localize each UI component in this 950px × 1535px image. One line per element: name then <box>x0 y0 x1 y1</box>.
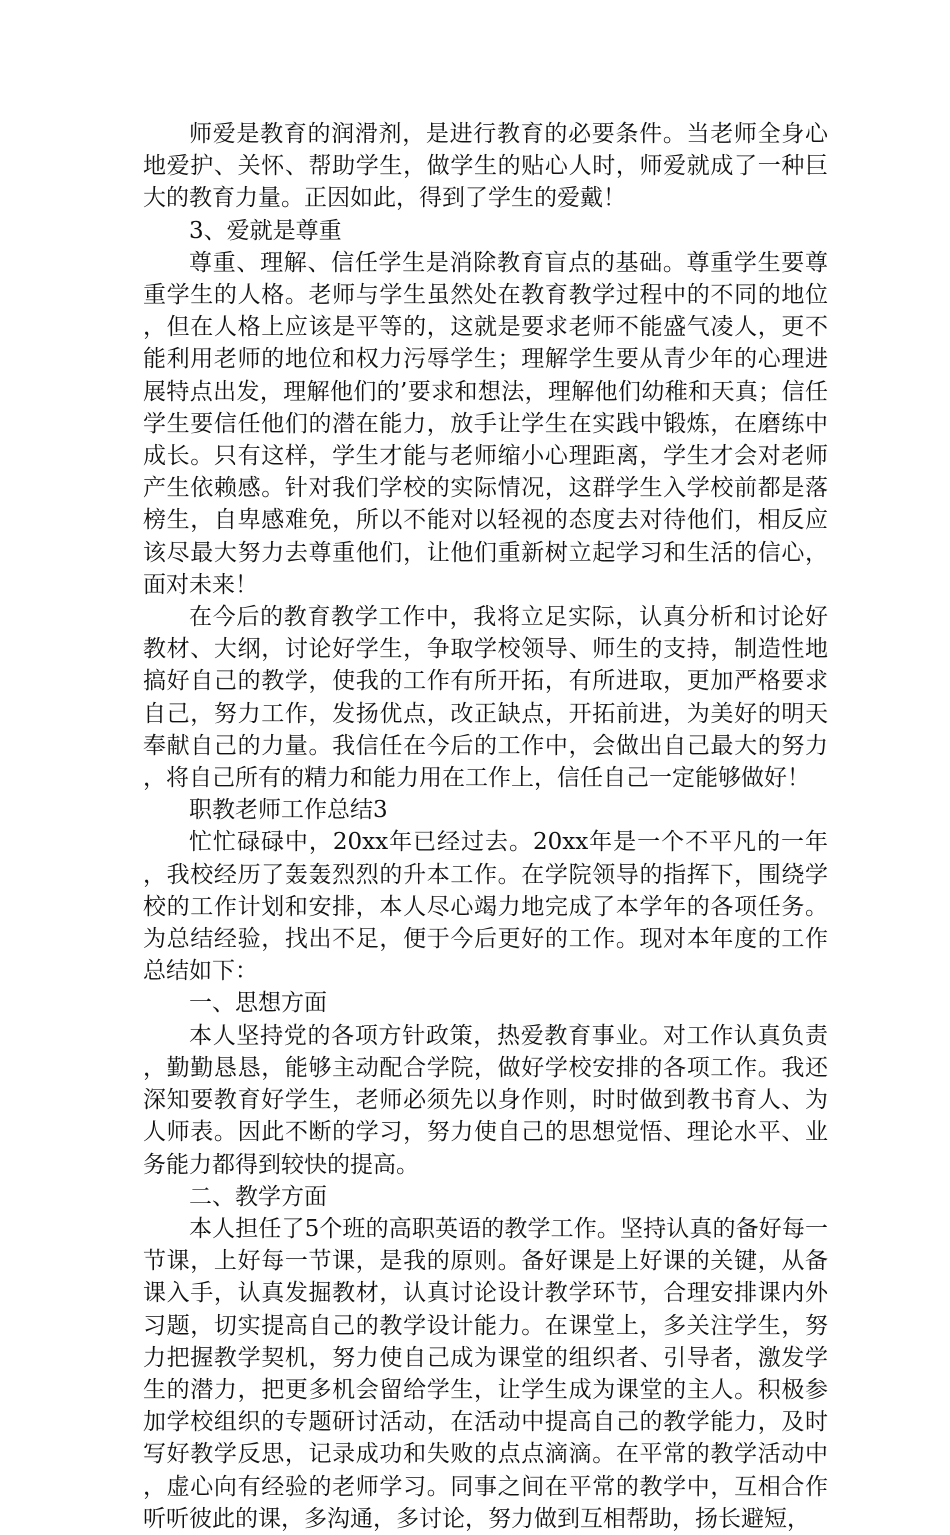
section-heading-teaching: 二、教学方面 <box>189 1183 327 1210</box>
section-heading-ideology: 一、思想方面 <box>189 990 327 1017</box>
section-heading-respect: 3、爱就是尊重 <box>189 217 342 244</box>
document-body <box>143 118 828 1535</box>
paragraph-teaching: 本人担任了5个班的高职英语的教学工作。坚持认真的备好每一节课，上好每一节课，是我的原则。备好课是上好课的关键，从备课入手，认真发掘教材，认真讨论设计教学环节，合理安排课内外习题，切实提高自己的教学设计能力。在课堂上，多关注学生，努力把握教学契机，努力使自己成为课堂的组织者、引导者，激发学生的潜力，把更多机会留给学生，让学生成为课堂的主人。积极参加学校组织的专题研讨活动，在活动中提高自己的教学能力，及时写好教学反思，记录成功和失败的点点滴滴。在平常的教学活动中，虚心向有经验的老师学习。同事之间在平常的教学中，互相合作听听彼此的课，多沟通，多讨论，努力做到互相帮助，扬长避短， <box>143 1215 828 1532</box>
paragraph-teacher-love: 师爱是教育的润滑剂，是进行教育的必要条件。当老师全身心地爱护、关怀、帮助学生，做学生的贴心人时，师爱就成了一种巨大的教育力量。正因如此，得到了学生的爱戴！ <box>143 121 828 212</box>
paragraph-year-intro: 忙忙碌碌中，20xx年已经过去。20xx年是一个不平凡的一年，我校经历了轰轰烈烈的升本工作。在学院领导的指挥下，围绕学校的工作计划和安排，本人尽心竭力地完成了本学年的各项任务。为总结经验，找出不足，便于今后更好的工作。现对本年度的工作总结如下： <box>143 829 828 985</box>
section-heading-summary-3: 职教老师工作总结3 <box>189 797 388 824</box>
paragraph-future-work: 在今后的教育教学工作中，我将立足实际，认真分析和讨论好教材、大纲，讨论好学生，争取学校领导、师生的支持，制造性地搞好自己的教学，使我的工作有所开拓，有所进取，更加严格要求自己，努力工作，发扬优点，改正缺点，开拓前进，为美好的明天奉献自己的力量。我信任在今后的工作中，会做出自己最大的努力，将自己所有的精力和能力用在工作上，信任自己一定能够做好！ <box>143 604 828 792</box>
paragraph-respect-students: 尊重、理解、信任学生是消除教育盲点的基础。尊重学生要尊重学生的人格。老师与学生虽然处在教育教学过程中的不同的地位，但在人格上应该是平等的，这就是要求老师不能盛气凌人，更不能利用老师的地位和权力污辱学生；理解学生要从青少年的心理进展特点出发，理解他们的’要求和想法，理解他们幼稚和天真；信任学生要信任他们的潜在能力，放手让学生在实践中锻炼，在磨练中成长。只有这样，学生才能与老师缩小心理距离，学生才会对老师产生依赖感。针对我们学校的实际情况，这群学生入学校前都是落榜生，自卑感难免，所以不能对以轻视的态度去对待他们，相反应该尽最大努力去尊重他们，让他们重新树立起学习和生活的信心，面对未来！ <box>143 249 828 598</box>
paragraph-ideology: 本人坚持党的各项方针政策，热爱教育事业。对工作认真负责，勤勤恳恳，能够主动配合学院，做好学校安排的各项工作。我还深知要教育好学生，老师必须先以身作则，时时做到教书育人、为人师表。因此不断的学习，努力使自己的思想觉悟、理论水平、业务能力都得到较快的提高。 <box>143 1022 828 1178</box>
